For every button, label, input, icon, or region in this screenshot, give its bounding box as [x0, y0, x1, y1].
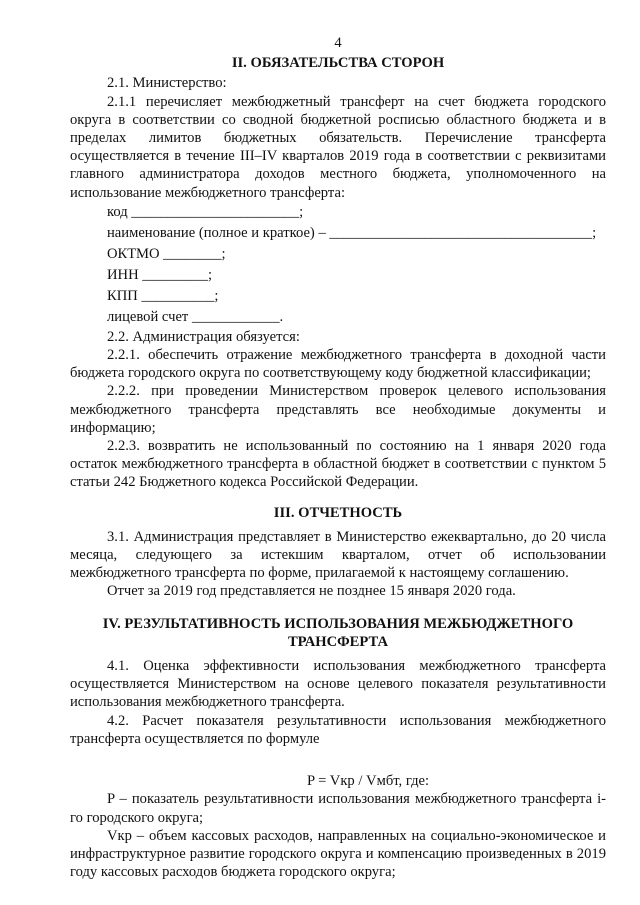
field-code: код _______________________;: [107, 203, 304, 220]
section-4-heading: IV. РЕЗУЛЬТАТИВНОСТЬ ИСПОЛЬЗОВАНИЯ МЕЖБЮДЖЕТНОГО ТРАНСФЕРТА: [102, 615, 574, 650]
document-page: [70, 34, 606, 881]
paragraph-2-1-1: 2.1.1 перечисляет межбюджетный трансферт на счет бюджета городского округа в соответствии со сводной бюджетной росписью областного бюджета и в пределах лимитов бюджетных обязательств. Перечисление трансферта осуществляется в течение III–IV кварталов 2019 года в соответствии с реквизитами главного администратора доходов местного бюджета, уполномоченного на использование межбюджетного трансферта:: [70, 93, 606, 201]
field-oktmo: ОКТМО ________;: [107, 245, 226, 262]
paragraph-4-1: 4.1. Оценка эффективности использования межбюджетного трансферта осуществляется Министерством на основе целевого показателя результативности использования межбюджетного трансферта.: [70, 658, 606, 711]
section-2-heading: II. ОБЯЗАТЕЛЬСТВА СТОРОН: [231, 55, 445, 72]
paragraph-2-2: 2.2. Администрация обязуется:: [107, 328, 300, 345]
page-number: 4: [334, 35, 342, 51]
definition-vkr: Vкр – объем кассовых расходов, направленных на социально-экономическое и инфраструктурное развитие городского округа и компенсацию произведенных в 2019 году кассовых расходов бюджета городского округа;: [70, 827, 606, 881]
paragraph-2-2-3: 2.2.3. возвратить не использованный по состоянию на 1 января 2020 года остаток межбюджетного трансферта в областной бюджет в соответствии с пунктом 5 статьи 242 Бюджетного кодекса Российской Федерации.: [70, 438, 606, 491]
section-3-heading: III. ОТЧЕТНОСТЬ: [273, 504, 403, 521]
field-inn: ИНН _________;: [107, 266, 212, 283]
field-name: наименование (полное и краткое) – ____________________________________;: [107, 224, 597, 241]
paragraph-4-2: 4.2. Расчет показателя результативности использования межбюджетного трансферта осуществляется по формуле: [70, 712, 606, 747]
definition-p: P – показатель результативности использования межбюджетного трансферта i-го городского округа;: [70, 791, 606, 826]
paragraph-2-2-1: 2.2.1. обеспечить отражение межбюджетного трансферта в доходной части бюджета городского округа по соответствующему коду бюджетной классификации;: [70, 347, 606, 382]
paragraph-2-2-2: 2.2.2. при проведении Министерством проверок целевого использования межбюджетного трансферта представлять все необходимые документы и информацию;: [70, 383, 606, 436]
paragraph-3-1: 3.1. Администрация представляет в Министерство ежеквартально, до 20 числа месяца, следующего за истекшим кварталом, отчет об использовании межбюджетного трансферта по форме, прилагаемой к настоящему соглашению.: [70, 528, 606, 582]
field-account: лицевой счет ____________.: [107, 308, 284, 325]
formula: P = Vкр / Vмбт, где:: [306, 773, 430, 790]
paragraph-2-1: 2.1. Министерство:: [107, 75, 227, 92]
field-kpp: КПП __________;: [107, 287, 219, 304]
paragraph-3-2: Отчет за 2019 год представляется не позднее 15 января 2020 года.: [107, 583, 516, 600]
